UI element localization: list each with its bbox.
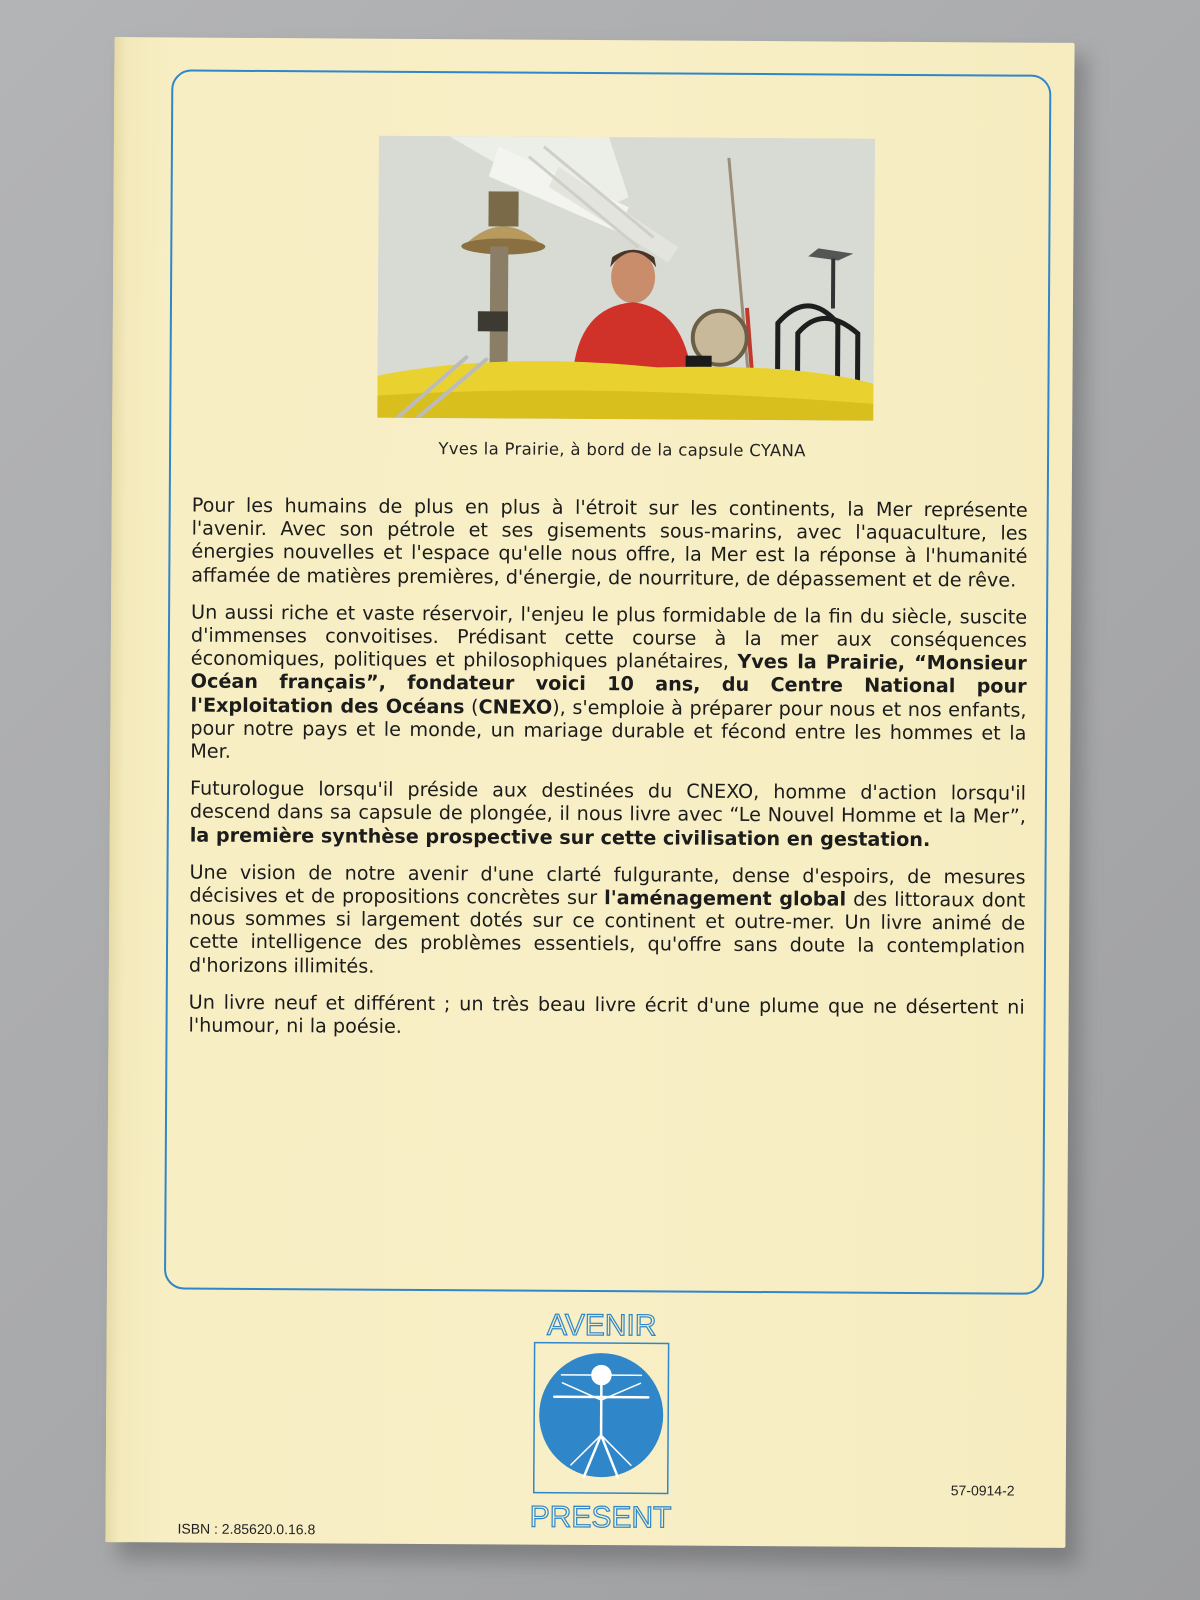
paragraph-5-text: Un livre neuf et différent ; un très beau livre écrit d'une plume que ne désertent ni l'humour, ni la poésie. <box>188 990 1025 1038</box>
catalog-code: 57-0914-2 <box>950 1482 1015 1499</box>
logo-bottom-text: PRESENT <box>529 1500 672 1535</box>
photo-yves-la-prairie <box>377 136 875 421</box>
paragraph-3-text-a: Futurologue lorsqu'il préside aux destinées du CNEXO, homme d'action lorsqu'il descend dans sa capsule de plongée, il nous livre avec “Le Nouvel Homme et la Mer”, <box>189 776 1027 829</box>
photo-caption: Yves la Prairie, à bord de la capsule CYANA <box>438 439 806 461</box>
paragraph-2 <box>190 600 1027 768</box>
paragraph-2-bold-b: Yves la Prairie, “Monsieur Océan français”, fondateur voici 10 ans, du Centre National pour l'Exploitation des Océans <box>190 650 1027 718</box>
paragraph-4-bold-b: l'aménagement global <box>604 886 847 911</box>
paragraph-2-text-a: Un aussi riche et vaste réservoir, l'enjeu le plus formidable de la fin du siècle, suscite d'immenses convoitises. Prédisant cette course à la mer aux conséquences économiques, politiques et philosophiques planétaires, <box>190 600 1028 674</box>
isbn: ISBN : 2.85620.0.16.8 <box>177 1520 316 1538</box>
paragraph-2-text-c: ( <box>464 694 479 718</box>
blurb-text <box>188 494 1027 1056</box>
logo-top-text: AVENIR <box>546 1308 657 1343</box>
paragraph-2-text-e: ), s'emploie à préparer pour nous et nos enfants, pour notre pays et le monde, un mariage durable et fécond entre les hommes et la Mer. <box>190 695 1027 763</box>
book-back-cover <box>105 37 1074 1548</box>
paragraph-1-text: Pour les humains de plus en plus à l'étroit sur les continents, la Mer représente l'avenir. Avec son pétrole et ses gisements sous-marins, avec l'aquaculture, les énergies nouvelles et l'espace qu'elle nous offre, la Mer est la réponse à l'humanité affamée de matières premières, d'énergie, de nourriture, de dépassement et de rêve. <box>191 493 1028 592</box>
paragraph-4-text-a: Une vision de notre avenir d'une clarté fulgurante, dense d'espoirs, de mesures décisives et de propositions concrètes sur <box>189 860 1026 910</box>
paragraph-1 <box>191 494 1028 592</box>
paragraph-5 <box>189 990 1025 1042</box>
paragraph-2-bold-d: CNEXO <box>478 694 553 719</box>
paragraph-3-bold-b: la première synthèse prospective sur cette civilisation en gestation. <box>189 823 931 851</box>
paragraph-4-text-c: des littoraux dont nous sommes si largement dotés sur ce continent et outre-mer. Un livre animé de cette intelligence des problèmes essentiels, qu'offre sans doute la contemplation d'horizons illimités. <box>188 887 1026 978</box>
avenir-present-logo <box>525 1305 676 1536</box>
paragraph-4 <box>189 860 1026 981</box>
paragraph-3 <box>190 777 1026 852</box>
